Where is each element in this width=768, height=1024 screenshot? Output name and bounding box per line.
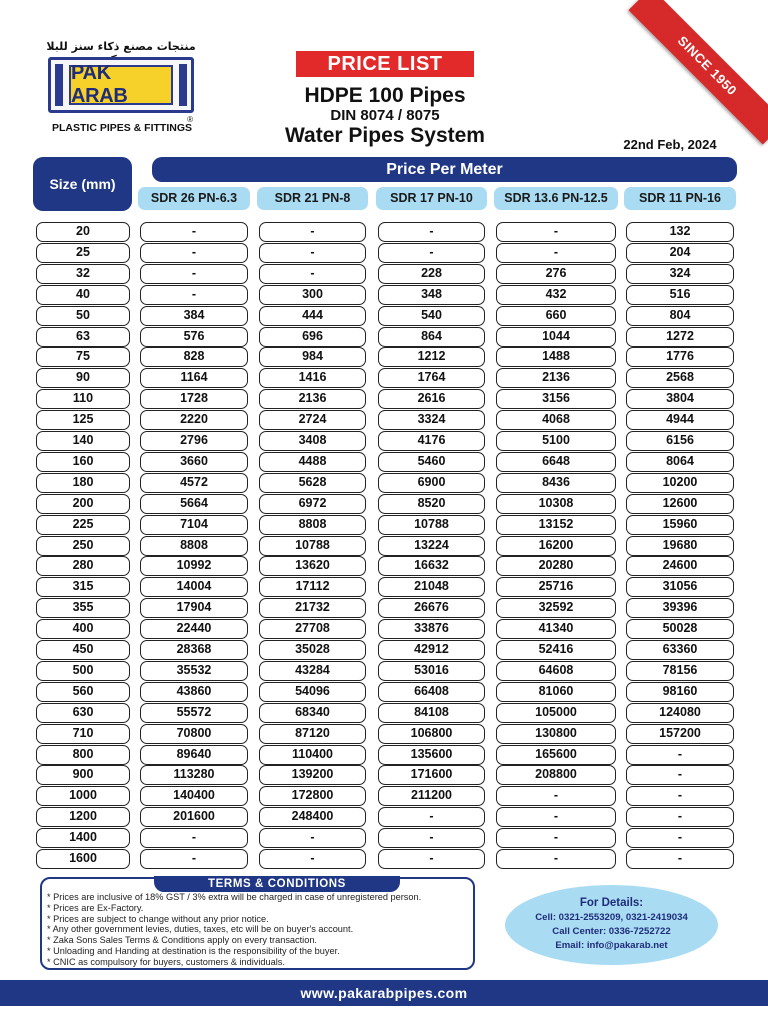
price-cell: 16200 [496, 536, 616, 556]
table-row [0, 473, 768, 494]
table-row [0, 682, 768, 703]
terms-item: * Unloading and Handing at destination is the responsibility of the buyer. [47, 946, 472, 957]
price-cell: 804 [626, 306, 734, 326]
price-cell: 20280 [496, 556, 616, 576]
price-cell: 84108 [378, 703, 485, 723]
table-row [0, 724, 768, 745]
size-cell: 1200 [36, 807, 130, 827]
contact-call-center: Call Center: 0336-7252722 [552, 926, 671, 937]
size-cell: 180 [36, 473, 130, 493]
price-cell: 1416 [259, 368, 366, 388]
price-cell: 105000 [496, 703, 616, 723]
price-cell: 4068 [496, 410, 616, 430]
price-cell: - [259, 243, 366, 263]
price-cell: 106800 [378, 724, 485, 744]
price-cell: - [378, 828, 485, 848]
size-cell: 160 [36, 452, 130, 472]
size-column-header: Size (mm) [33, 157, 132, 211]
price-cell: 54096 [259, 682, 366, 702]
price-cell: - [259, 849, 366, 869]
price-cell: 2796 [140, 431, 248, 451]
table-row [0, 515, 768, 536]
contact-title: For Details: [579, 897, 644, 909]
table-row [0, 264, 768, 285]
price-cell: 31056 [626, 577, 734, 597]
price-cell: 15960 [626, 515, 734, 535]
price-cell: 19680 [626, 536, 734, 556]
price-cell: 21048 [378, 577, 485, 597]
price-cell: - [140, 285, 248, 305]
table-row [0, 452, 768, 473]
size-cell: 90 [36, 368, 130, 388]
price-cell: - [140, 264, 248, 284]
table-row [0, 431, 768, 452]
table-row [0, 556, 768, 577]
terms-item: * Prices are subject to change without any prior notice. [47, 914, 472, 925]
price-cell: 1488 [496, 347, 616, 367]
price-cell: 516 [626, 285, 734, 305]
price-cell: 864 [378, 327, 485, 347]
price-cell: 3660 [140, 452, 248, 472]
price-cell: 13152 [496, 515, 616, 535]
price-cell: - [626, 765, 734, 785]
price-cell: 98160 [626, 682, 734, 702]
size-cell: 900 [36, 765, 130, 785]
terms-item: * Zaka Sons Sales Terms & Conditions apply on every transaction. [47, 935, 472, 946]
table-row [0, 745, 768, 766]
size-cell: 250 [36, 536, 130, 556]
price-cell: - [496, 786, 616, 806]
price-cell: 43284 [259, 661, 366, 681]
price-cell: 14004 [140, 577, 248, 597]
size-cell: 800 [36, 745, 130, 765]
price-cell: - [626, 849, 734, 869]
table-row [0, 494, 768, 515]
price-cell: 228 [378, 264, 485, 284]
size-cell: 355 [36, 598, 130, 618]
price-cell: 22440 [140, 619, 248, 639]
size-cell: 50 [36, 306, 130, 326]
price-cell: 6156 [626, 431, 734, 451]
price-cell: 1272 [626, 327, 734, 347]
table-row [0, 619, 768, 640]
size-cell: 40 [36, 285, 130, 305]
price-cell: 201600 [140, 807, 248, 827]
price-cell: 140400 [140, 786, 248, 806]
product-standard: DIN 8074 / 8075 [330, 107, 440, 124]
price-list-badge: PRICE LIST [296, 51, 474, 77]
price-cell: 576 [140, 327, 248, 347]
size-cell: 1400 [36, 828, 130, 848]
price-cell: - [140, 828, 248, 848]
size-cell: 500 [36, 661, 130, 681]
contact-email: Email: info@pakarab.net [555, 940, 668, 951]
price-cell: 540 [378, 306, 485, 326]
brand-tagline: PLASTIC PIPES & FITTINGS [51, 122, 192, 134]
price-cell: 55572 [140, 703, 248, 723]
price-cell: 2136 [259, 389, 366, 409]
table-row [0, 598, 768, 619]
size-cell: 560 [36, 682, 130, 702]
price-cell: 4944 [626, 410, 734, 430]
size-cell: 25 [36, 243, 130, 263]
price-cell: 1776 [626, 347, 734, 367]
price-cell: 10992 [140, 556, 248, 576]
price-cell: 63360 [626, 640, 734, 660]
price-cell: 4176 [378, 431, 485, 451]
price-cell: 348 [378, 285, 485, 305]
price-cell: - [259, 828, 366, 848]
price-cell: 444 [259, 306, 366, 326]
table-row [0, 285, 768, 306]
price-cell: - [140, 243, 248, 263]
price-cell: 8808 [140, 536, 248, 556]
terms-item: * CNIC as compulsory for buyers, customers & individuals. [47, 957, 472, 968]
price-cell: 211200 [378, 786, 485, 806]
terms-item: * Any other government levies, duties, taxes, etc will be on buyer's account. [47, 924, 472, 935]
price-cell: 204 [626, 243, 734, 263]
product-system: Water Pipes System [285, 124, 485, 147]
price-cell: 2568 [626, 368, 734, 388]
size-cell: 1000 [36, 786, 130, 806]
price-cell: 124080 [626, 703, 734, 723]
price-cell: 78156 [626, 661, 734, 681]
price-cell: 208800 [496, 765, 616, 785]
price-cell: 17112 [259, 577, 366, 597]
price-cell: 3804 [626, 389, 734, 409]
registered-mark: ® [187, 115, 193, 124]
price-cell: 172800 [259, 786, 366, 806]
since-ribbon [618, 0, 768, 150]
price-cell: 87120 [259, 724, 366, 744]
price-cell: - [496, 222, 616, 242]
price-cell: 110400 [259, 745, 366, 765]
size-cell: 200 [36, 494, 130, 514]
price-cell: 130800 [496, 724, 616, 744]
price-cell: 2724 [259, 410, 366, 430]
size-cell: 1600 [36, 849, 130, 869]
price-cell: 68340 [259, 703, 366, 723]
price-cell: - [140, 849, 248, 869]
price-cell: 39396 [626, 598, 734, 618]
price-cell: - [496, 243, 616, 263]
terms-title: TERMS & CONDITIONS [154, 876, 400, 892]
price-cell: 324 [626, 264, 734, 284]
price-cell: 828 [140, 347, 248, 367]
price-cell: 25716 [496, 577, 616, 597]
table-row [0, 389, 768, 410]
table-row [0, 640, 768, 661]
table-row [0, 368, 768, 389]
price-cell: 41340 [496, 619, 616, 639]
table-row [0, 786, 768, 807]
price-cell: - [626, 807, 734, 827]
table-row [0, 828, 768, 849]
price-cell: 432 [496, 285, 616, 305]
price-cell: 6972 [259, 494, 366, 514]
size-cell: 710 [36, 724, 130, 744]
price-cell: - [496, 807, 616, 827]
size-cell: 125 [36, 410, 130, 430]
price-cell: 12600 [626, 494, 734, 514]
price-cell: 8064 [626, 452, 734, 472]
terms-item: * Prices are Ex-Factory. [47, 903, 472, 914]
price-cell: 32592 [496, 598, 616, 618]
size-cell: 75 [36, 347, 130, 367]
price-cell: - [259, 264, 366, 284]
price-cell: 6900 [378, 473, 485, 493]
price-cell: 1164 [140, 368, 248, 388]
price-cell: 248400 [259, 807, 366, 827]
price-cell: - [626, 786, 734, 806]
price-cell: 5100 [496, 431, 616, 451]
price-cell: 1212 [378, 347, 485, 367]
price-cell: 35532 [140, 661, 248, 681]
price-cell: 6648 [496, 452, 616, 472]
price-cell: 696 [259, 327, 366, 347]
price-cell: 64608 [496, 661, 616, 681]
price-cell: 26676 [378, 598, 485, 618]
price-cell: 10200 [626, 473, 734, 493]
table-row [0, 577, 768, 598]
price-cell: 10788 [259, 536, 366, 556]
price-cell: - [378, 222, 485, 242]
price-cell: 13620 [259, 556, 366, 576]
price-cell: 52416 [496, 640, 616, 660]
size-cell: 63 [36, 327, 130, 347]
terms-list [47, 892, 472, 968]
price-cell: 16632 [378, 556, 485, 576]
price-cell: 3324 [378, 410, 485, 430]
price-cell: 24600 [626, 556, 734, 576]
price-cell: 70800 [140, 724, 248, 744]
price-cell: 2616 [378, 389, 485, 409]
table-row [0, 306, 768, 327]
size-cell: 280 [36, 556, 130, 576]
price-cell: 66408 [378, 682, 485, 702]
table-row [0, 807, 768, 828]
table-row [0, 536, 768, 557]
size-cell: 400 [36, 619, 130, 639]
price-cell: 28368 [140, 640, 248, 660]
price-cell: 2136 [496, 368, 616, 388]
price-cell: - [378, 807, 485, 827]
price-cell: 135600 [378, 745, 485, 765]
terms-box [40, 877, 475, 970]
price-cell: 4572 [140, 473, 248, 493]
column-header-sdr11: SDR 11 PN-16 [624, 187, 736, 210]
table-row [0, 410, 768, 431]
price-cell: 1728 [140, 389, 248, 409]
price-cell: - [378, 849, 485, 869]
size-cell: 315 [36, 577, 130, 597]
price-cell: 13224 [378, 536, 485, 556]
price-cell: 276 [496, 264, 616, 284]
price-cell: 165600 [496, 745, 616, 765]
since-label: SINCE 1950 [629, 0, 768, 144]
brand-name: PAK ARAB [71, 62, 128, 107]
price-cell: 113280 [140, 765, 248, 785]
price-cell: 984 [259, 347, 366, 367]
table-row [0, 327, 768, 348]
price-cell: 384 [140, 306, 248, 326]
price-cell: 300 [259, 285, 366, 305]
price-cell: 139200 [259, 765, 366, 785]
price-cell: 660 [496, 306, 616, 326]
price-cell: 8436 [496, 473, 616, 493]
size-cell: 450 [36, 640, 130, 660]
price-cell: 132 [626, 222, 734, 242]
price-cell: 5664 [140, 494, 248, 514]
price-per-meter-header: Price Per Meter [152, 157, 737, 182]
table-row [0, 765, 768, 786]
price-cell: 2220 [140, 410, 248, 430]
size-cell: 110 [36, 389, 130, 409]
column-header-sdr21: SDR 21 PN-8 [257, 187, 368, 210]
price-cell: 4488 [259, 452, 366, 472]
table-row [0, 243, 768, 264]
terms-item: * Prices are inclusive of 18% GST / 3% extra will be charged in case of unregistered person. [47, 892, 472, 903]
price-cell: 50028 [626, 619, 734, 639]
column-header-sdr13-6: SDR 13.6 PN-12.5 [494, 187, 618, 210]
price-cell: 10308 [496, 494, 616, 514]
price-cell: 43860 [140, 682, 248, 702]
column-header-sdr26: SDR 26 PN-6.3 [138, 187, 250, 210]
price-cell: 10788 [378, 515, 485, 535]
price-cell: - [626, 828, 734, 848]
price-cell: - [496, 849, 616, 869]
logo-mark [48, 57, 194, 124]
price-cell: 42912 [378, 640, 485, 660]
size-cell: 225 [36, 515, 130, 535]
price-cell: 89640 [140, 745, 248, 765]
logo-plate [69, 62, 173, 107]
price-cell: 8520 [378, 494, 485, 514]
price-cell: 81060 [496, 682, 616, 702]
price-cell: 5460 [378, 452, 485, 472]
price-cell: 27708 [259, 619, 366, 639]
price-cell: - [378, 243, 485, 263]
size-cell: 140 [36, 431, 130, 451]
table-row [0, 849, 768, 870]
price-cell: 171600 [378, 765, 485, 785]
price-cell: 5628 [259, 473, 366, 493]
price-cell: 1044 [496, 327, 616, 347]
price-cell: 8808 [259, 515, 366, 535]
website-footer[interactable]: www.pakarabpipes.com [0, 980, 768, 1006]
size-cell: 20 [36, 222, 130, 242]
price-cell: - [259, 222, 366, 242]
column-header-sdr17: SDR 17 PN-10 [376, 187, 487, 210]
price-cell: 3408 [259, 431, 366, 451]
brand-arabic-name: منتجات مصنع ذکاء سنز للبلا [46, 40, 196, 53]
table-row [0, 661, 768, 682]
price-cell: 35028 [259, 640, 366, 660]
table-row [0, 703, 768, 724]
price-date: 22nd Feb, 2024 [623, 137, 717, 152]
price-cell: - [140, 222, 248, 242]
contact-cell: Cell: 0321-2553209, 0321-2419034 [535, 912, 688, 923]
price-cell: - [626, 745, 734, 765]
table-row [0, 347, 768, 368]
price-cell: 21732 [259, 598, 366, 618]
price-cell: - [496, 828, 616, 848]
price-cell: 3156 [496, 389, 616, 409]
size-cell: 32 [36, 264, 130, 284]
product-title: HDPE 100 Pipes [304, 84, 466, 107]
price-cell: 1764 [378, 368, 485, 388]
contact-box [505, 885, 718, 965]
table-row [0, 222, 768, 243]
price-cell: 157200 [626, 724, 734, 744]
price-cell: 33876 [378, 619, 485, 639]
price-cell: 17904 [140, 598, 248, 618]
brand-logo [40, 40, 200, 136]
price-cell: 7104 [140, 515, 248, 535]
size-cell: 630 [36, 703, 130, 723]
price-cell: 53016 [378, 661, 485, 681]
